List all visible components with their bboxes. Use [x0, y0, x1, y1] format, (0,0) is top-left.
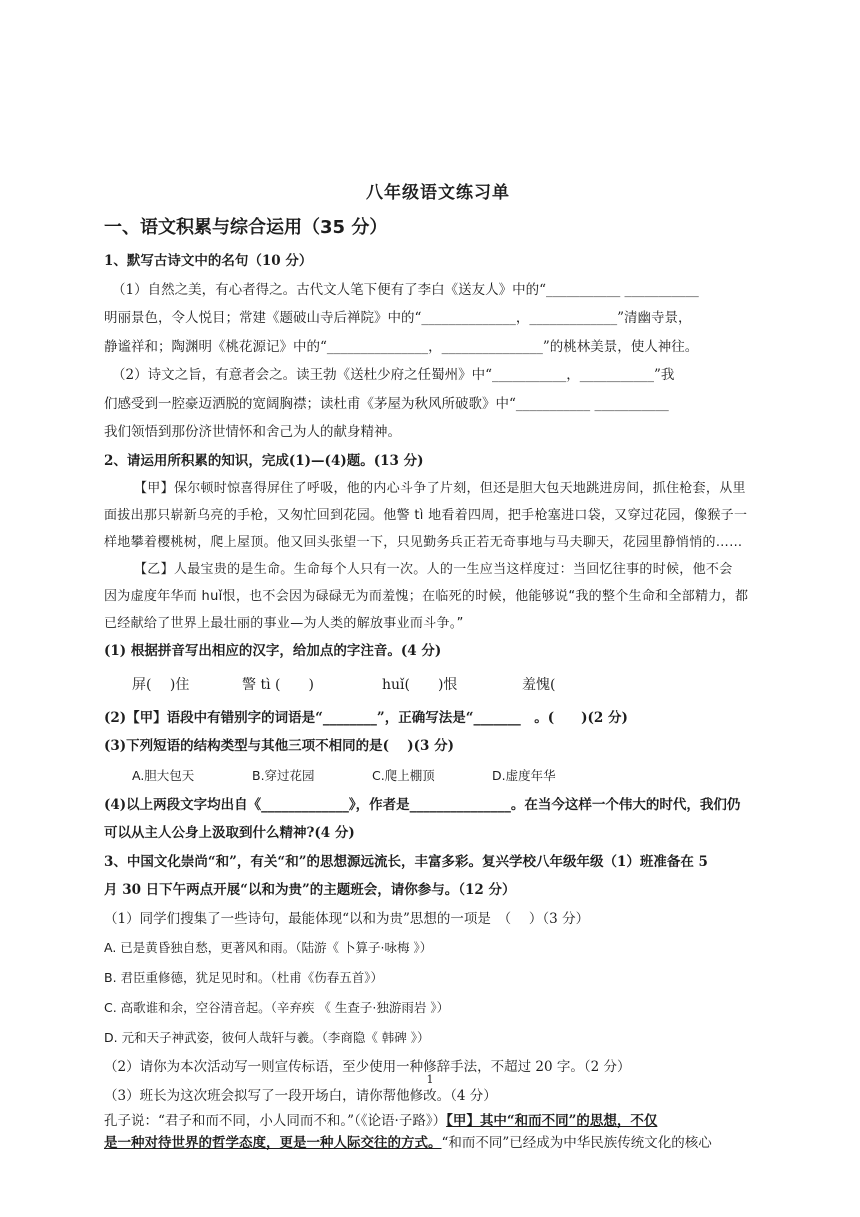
q3-sub1: （1）同学们搜集了一些诗句，最能体现“以和为贵”思想的一项是 （ ）（3 分） [104, 910, 590, 927]
opening-text-underlined: 【甲】其中“和而不同”的思想，不仅 [446, 1113, 658, 1129]
q1-line: （1）自然之美，有心者得之。古代文人笔下便有了李白《送友人》中的“___________ ___________ [112, 281, 699, 298]
q1-line: 我们领悟到那份济世情怀和舍己为人的献身精神。 [104, 424, 401, 440]
passage-jia-line: 【甲】保尔顿时惊喜得屏住了呼吸，他的内心斗争了片刻，但还是胆大包天地跳进房间，抓住枪套，从里 [134, 481, 746, 496]
poem-option: C. 高歌谁和余，空谷清音起。（辛弃疾 《 生查子·独游雨岩 》） [104, 1000, 450, 1015]
q3-sub2: （2）请你为本次活动写一则宣传标语，至少使用一种修辞手法，不超过 20 字。（2 分） [104, 1059, 631, 1075]
q2-sub2: (2)【甲】语段中有错别字的词语是“________”，正确写法是“_______ 。( )(2 分) [104, 709, 628, 726]
choice-options [104, 761, 772, 791]
passage-yi-line: 因为虚度年华而 huǐ恨，也不会因为碌碌无为而羞愧；在临死的时候，他能够说“我的整个生命和全部精力，都 [104, 589, 749, 604]
passage-jia-line: 面拔出那只崭新乌亮的手枪，又匆忙回到花园。他警 tì 地看着四周，把手枪塞进口袋，又穿过花园，像猴子一 [104, 508, 748, 523]
opening-text: 孔子说：“君子和而不同，小人同而不和。”（《论语·子路》） [104, 1113, 447, 1129]
page-title: 八年级语文练习单 [366, 183, 510, 203]
q3-sub3: （3）班长为这次班会拟写了一段开场白，请你帮他修改。（4 分） [104, 1087, 497, 1104]
option-a: A.胆大包天 [132, 767, 195, 783]
opening-text: “和而不同”已经成为中华民族传统文化的核心 [441, 1135, 712, 1151]
q2-sub4: (4)以上两段文字均出自《_____________》，作者是_______________。在当今这样一个伟大的时代，我们仍 [104, 796, 741, 813]
q2-sub4-cont: 可以从主人公身上汲取到什么精神?(4 分) [104, 825, 355, 841]
q3-intro-cont: 月 30 日下午两点开展“以和为贵”的主题班会，请你参与。（12 分） [104, 882, 516, 898]
section-heading: 一、语文积累与综合运用（35 分） [104, 217, 388, 238]
q2-sub3: (3)下列短语的结构类型与其他三项不相同的是( )(3 分) [104, 738, 455, 754]
pinyin-item: 屏( )住 [132, 676, 190, 693]
q1-line: 们感受到一腔豪迈洒脱的宽阔胸襟；读杜甫《茅屋为秋风所破歌》中“___________ ___________ [104, 395, 669, 412]
pinyin-row [104, 668, 772, 702]
q2-sub1: (1) 根据拼音写出相应的汉字，给加点的字注音。(4 分) [104, 643, 442, 659]
opening-text-underlined: 是一种对待世界的哲学态度，更是一种人际交往的方式。 [104, 1135, 442, 1151]
q2-heading: 2、请运用所积累的知识，完成(1)—(4)题。(13 分) [104, 452, 424, 469]
passage-yi-line: 已经献给了世界上最壮丽的事业—为人类的解放事业而斗争。” [104, 616, 464, 631]
page-number: 1 [426, 1073, 434, 1086]
poem-option: A. 已是黄昏独自愁，更著风和雨。（陆游《 卜算子·咏梅 》） [104, 940, 433, 955]
option-c: C.爬上棚顶 [372, 767, 435, 783]
opening-text-line [104, 1110, 772, 1132]
q1-line: 静谧祥和；陶渊明《桃花源记》中的“_______________，_______________”的桃林美景，使人神往。 [104, 338, 699, 355]
q1-line: （2）诗文之旨，有意者会之。读王勃《送杜少府之任蜀州》中“___________，___________”我 [112, 367, 675, 383]
passage-jia-line: 样地攀着樱桃树，爬上屋顶。他又回头张望一下，只见勤务兵正若无奇事地与马夫聊天，花园里静悄悄的…… [104, 535, 743, 550]
pinyin-item: 警 tì ( ) [242, 676, 314, 693]
opening-text-line [104, 1132, 772, 1154]
q3-intro: 3、中国文化崇尚“和”，有关“和”的思想源远流长，丰富多彩。复兴学校八年级年级（1）班准备在 5 [104, 853, 708, 870]
poem-option: B. 君臣重修德，犹足见时和。（杜甫《伤春五首》） [104, 970, 384, 985]
q1-heading: 1、默写古诗文中的名句（10 分） [104, 253, 313, 269]
passage-yi-line: 【乙】人最宝贵的是生命。生命每个人只有一次。人的一生应当这样度过：当回忆往事的时候，他不会 [134, 562, 733, 577]
q1-line: 明丽景色，令人悦目；常建《题破山寺后禅院》中的“______________，_____________”清幽寺景， [104, 310, 692, 326]
poem-option: D. 元和天子神武姿，彼何人哉轩与羲。（李商隐《 韩碑 》） [104, 1030, 430, 1045]
pinyin-item: huǐ( )恨 [382, 676, 458, 693]
option-b: B.穿过花园 [252, 767, 315, 783]
pinyin-item: 羞愧( [522, 676, 584, 693]
option-d: D.虚度年华 [492, 767, 556, 783]
